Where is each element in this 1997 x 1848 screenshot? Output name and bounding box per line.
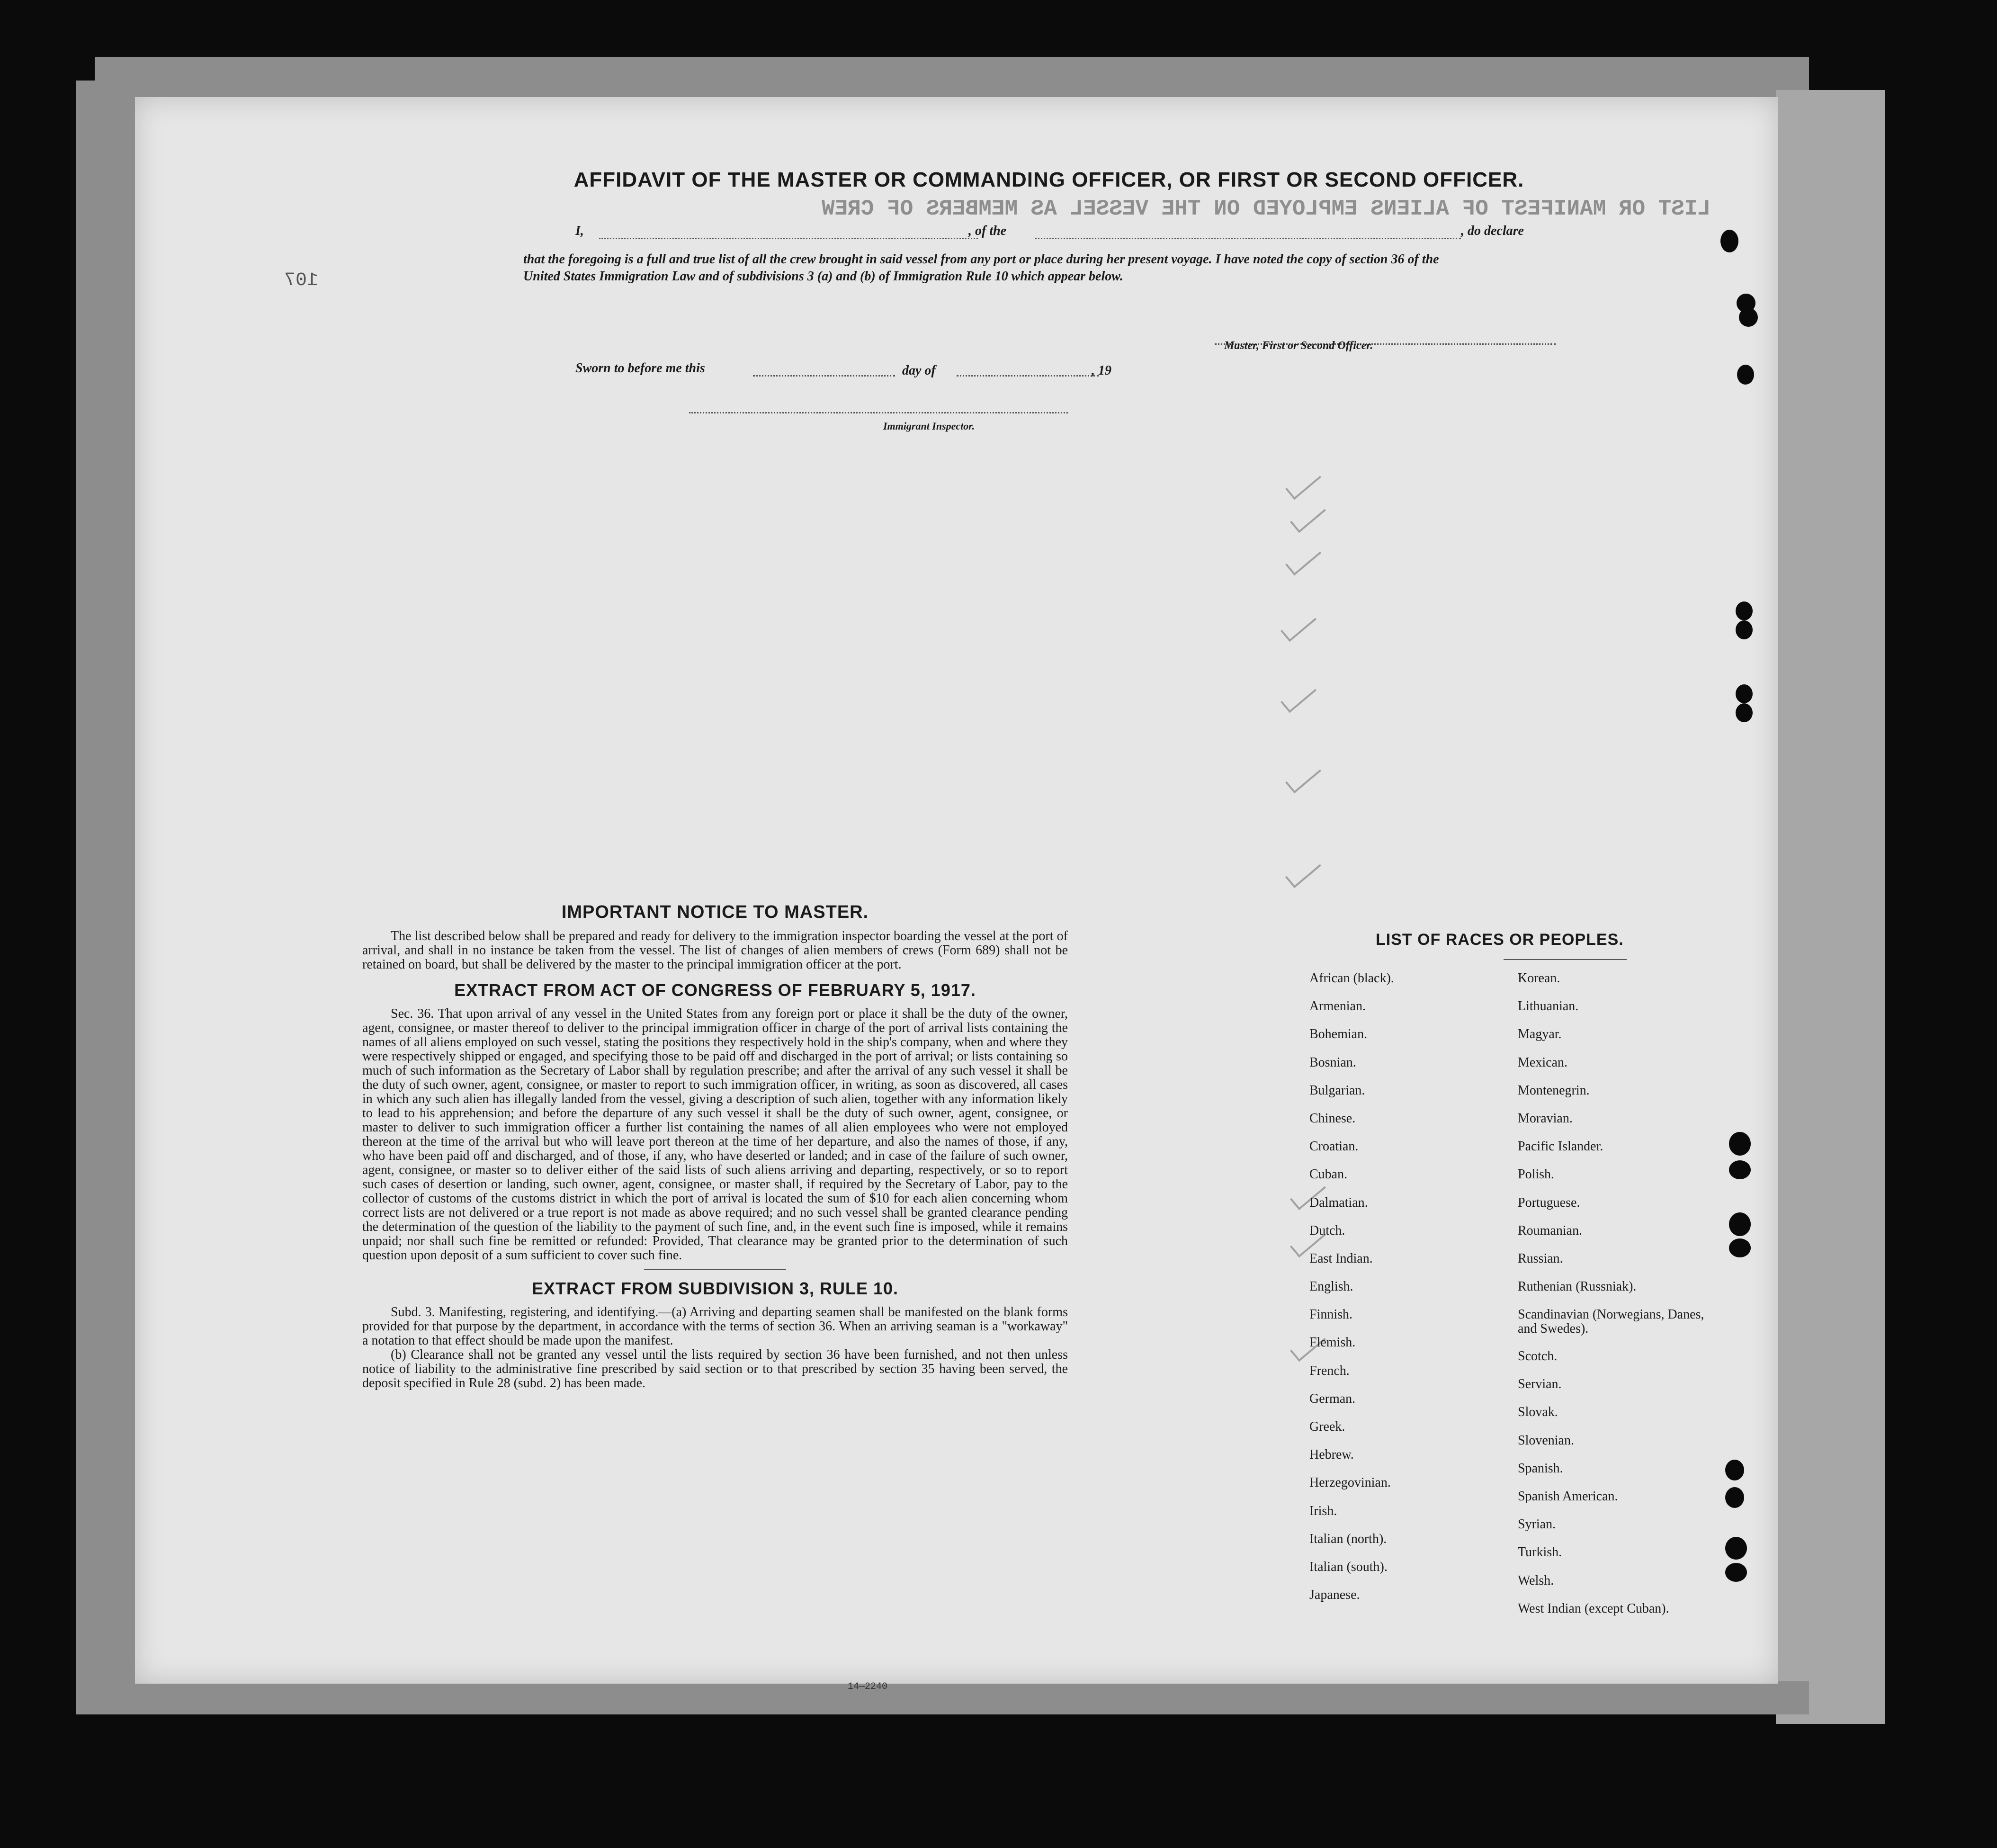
punch-hole	[1737, 365, 1754, 385]
race-item: German.	[1309, 1391, 1356, 1406]
race-item: Dalmatian.	[1309, 1195, 1368, 1210]
punch-hole	[1725, 1563, 1747, 1582]
races-left-column	[1309, 971, 1394, 1616]
bleed-through-header: LIST OR MANIFEST OF ALIENS EMPLOYED ON THE VESSEL AS MEMBERS OF CREW	[822, 197, 1711, 221]
race-item: Italian (south).	[1309, 1559, 1388, 1574]
punch-hole	[1729, 1212, 1751, 1236]
race-item: Korean.	[1518, 971, 1560, 986]
race-item: Portuguese.	[1518, 1195, 1580, 1210]
race-item: Japanese.	[1309, 1588, 1360, 1603]
race-item: African (black).	[1309, 971, 1394, 986]
sworn-month-field[interactable]	[957, 375, 1099, 377]
check-mark	[1285, 760, 1321, 794]
race-item: Turkish.	[1518, 1545, 1562, 1560]
punch-hole	[1725, 1460, 1744, 1480]
manifest-page	[135, 97, 1778, 1692]
page-number: 107	[284, 270, 319, 291]
race-item: Russian.	[1518, 1251, 1563, 1266]
race-item: Greek.	[1309, 1419, 1345, 1434]
check-mark	[1285, 855, 1321, 888]
race-item: Bohemian.	[1309, 1027, 1368, 1042]
check-mark	[1281, 609, 1316, 642]
race-item: Hebrew.	[1309, 1447, 1354, 1462]
races-title: LIST OF RACES OR PEOPLES.	[1376, 931, 1624, 949]
name-field[interactable]	[599, 238, 978, 239]
race-item: Chinese.	[1309, 1111, 1356, 1126]
punch-hole	[1736, 703, 1753, 722]
affidavit-body: that the foregoing is a full and true list of all the crew brought in said vessel from any port or place during her present voyage. I have noted the copy of section 36 of the United States Immigration Law and of subdivisions 3 (a) and (b) of Immigration Rule 10 which appear below.	[523, 252, 1439, 284]
check-mark	[1290, 500, 1326, 533]
divider	[1504, 959, 1627, 960]
race-item: Lithuanian.	[1518, 999, 1579, 1014]
race-item: Italian (north).	[1309, 1531, 1387, 1546]
punch-hole	[1720, 230, 1738, 252]
page-edge-bottom	[95, 1681, 1809, 1714]
check-mark	[1285, 466, 1321, 500]
punch-hole	[1736, 684, 1753, 703]
subdivision-3b-text: (b) Clearance shall not be granted any vessel until the lists required by section 36 have been furnished, and not then unless notice of liability to the administrative fine prescribed by said section or to that prescribed by section 35 having been served, the deposit specified in Rule 28 (subd. 2) has been made.	[362, 1347, 1068, 1390]
race-item: Moravian.	[1518, 1111, 1573, 1126]
notice-text: The list described below shall be prepared and ready for delivery to the immigration inspector boarding the vessel at the port of arrival, and shall in no instance be taken from the vessel. The list of changes of alien members of crews (Form 689) shall not be retained on board, but shall be delivered by the master to the principal immigration officer at the port.	[362, 929, 1068, 972]
form-number: 14—2240	[848, 1681, 888, 1692]
punch-hole	[1729, 1132, 1751, 1156]
punch-hole	[1736, 620, 1753, 639]
punch-hole	[1736, 601, 1753, 620]
legal-text-column	[362, 902, 1068, 1390]
race-item: Servian.	[1518, 1377, 1562, 1392]
race-item: West Indian (except Cuban).	[1518, 1601, 1669, 1616]
punch-hole	[1729, 1238, 1751, 1257]
act-extract-title: EXTRACT FROM ACT OF CONGRESS OF FEBRUARY 5, 1917.	[454, 980, 976, 1000]
day-of-label: day of	[902, 363, 936, 378]
race-item: Scotch.	[1518, 1349, 1558, 1364]
race-item: Syrian.	[1518, 1517, 1556, 1532]
vessel-field[interactable]	[1035, 238, 1461, 239]
race-item: Scandinavian (Norwegians, Danes, and Swedes).	[1518, 1307, 1704, 1337]
inspector-label: Immigrant Inspector.	[883, 420, 975, 432]
check-mark	[1285, 542, 1321, 576]
affidavit-i: I,	[575, 224, 584, 238]
affidavit-of-the: , of the	[968, 224, 1007, 238]
sworn-day-field[interactable]	[753, 375, 895, 377]
punch-hole	[1725, 1487, 1744, 1508]
race-item: Herzegovinian.	[1309, 1475, 1391, 1490]
race-item: Armenian.	[1309, 999, 1366, 1014]
race-item: Bulgarian.	[1309, 1083, 1365, 1098]
sworn-label: Sworn to before me this	[575, 361, 705, 376]
inspector-signature-field[interactable]	[689, 412, 1068, 413]
race-item: Slovenian.	[1518, 1433, 1574, 1448]
race-item: Irish.	[1309, 1503, 1337, 1518]
divider	[644, 1269, 786, 1270]
race-item: Croatian.	[1309, 1139, 1359, 1154]
race-item: Spanish American.	[1518, 1489, 1618, 1504]
year-label: , 19	[1092, 363, 1111, 378]
race-item: Magyar.	[1518, 1027, 1562, 1042]
page-edge-top	[95, 57, 1809, 99]
section-36-text: Sec. 36. That upon arrival of any vessel in the United States from any foreign port or place it shall be the duty of the owner, agent, consignee, or master thereof to deliver to the principal immigration officer in charge of the port of arrival lists containing the names of all aliens employed on such vessel, stating the positions they respectively hold in the ship's company, when and where they were respectively shipped or engaged, and specifying those to be paid off and discharged in the port of arrival; or lists containing so much of such information as the Secretary of Labor shall by regulation prescribe; and after the arrival of any such vessel it shall be the duty of such owner, agent, consignee, or master to report to such immigration officer, in writing, as soon as discovered, all cases in which any such alien has illegally landed from the vessel, giving a description of such alien, together with any information likely to lead to his apprehension; and before the departure of any such vessel it shall be the duty of such owner, agent, consignee, or master to deliver to such immigration officer a further list containing the names of all alien employees who were not employed thereon at the time of the arrival but who will leave port thereon at the time of her departure, and also the names of those, if any, who have been paid off and discharged, and of those, if any, who have deserted or landed; and in case of the failure of such owner, agent, consignee, or master so to deliver either of the said lists of such aliens arriving and departing, respectively, or so to report such cases of desertion or landing, such owner, agent, consignee, or master shall, if required by the Secretary of Labor, pay to the collector of customs of the customs district in which the port of arrival is located the sum of $10 for each alien concerning whom correct lists are not delivered or a true report is not made as above required; and no such vessel shall be granted clearance pending the determination of the question of the liability to the payment of such fine, and, in the event such fine is imposed, while it remains unpaid; nor shall such fine be remitted or refunded: Provided, That clearance may be granted prior to the determination of such question upon deposit of a sum sufficient to cover such fine.	[362, 1006, 1068, 1263]
race-item: East Indian.	[1309, 1251, 1373, 1266]
punch-hole	[1729, 1160, 1751, 1179]
race-item: Pacific Islander.	[1518, 1139, 1603, 1154]
check-mark	[1281, 680, 1316, 713]
races-right-column	[1518, 971, 1721, 1630]
race-item: Cuban.	[1309, 1167, 1348, 1182]
punch-hole	[1739, 308, 1758, 327]
master-label: Master, First or Second Officer.	[1224, 340, 1373, 352]
affidavit-declare: , do declare	[1461, 224, 1524, 238]
race-item: Roumanian.	[1518, 1223, 1583, 1238]
race-item: French.	[1309, 1363, 1350, 1378]
race-item: Dutch.	[1309, 1223, 1345, 1238]
race-item: Slovak.	[1518, 1405, 1558, 1420]
race-item: Bosnian.	[1309, 1055, 1356, 1070]
race-item: Montenegrin.	[1518, 1083, 1590, 1098]
notice-title: IMPORTANT NOTICE TO MASTER.	[561, 902, 869, 922]
race-item: Ruthenian (Russniak).	[1518, 1279, 1637, 1294]
affidavit-title: AFFIDAVIT OF THE MASTER OR COMMANDING OFFICER, OR FIRST OR SECOND OFFICER.	[573, 168, 1524, 191]
race-item: Mexican.	[1518, 1055, 1567, 1070]
race-item: Polish.	[1518, 1167, 1555, 1182]
punch-hole	[1725, 1537, 1747, 1560]
race-item: Welsh.	[1518, 1573, 1554, 1588]
race-item: Finnish.	[1309, 1307, 1353, 1322]
subdivision-3a-text: Subd. 3. Manifesting, registering, and identifying.—(a) Arriving and departing seamen shall be manifested on the blank forms provided for that purpose by the department, in accordance with the terms of section 36. When an arriving seaman is a "workaway" a notation to that effect should be made upon the manifest.	[362, 1305, 1068, 1348]
race-item: English.	[1309, 1279, 1353, 1294]
page-edge-left	[76, 81, 137, 1714]
page-edge-right	[1776, 90, 1885, 1724]
race-item: Spanish.	[1518, 1461, 1563, 1476]
rule-extract-title: EXTRACT FROM SUBDIVISION 3, RULE 10.	[531, 1279, 899, 1298]
race-item: Flemish.	[1309, 1335, 1356, 1350]
